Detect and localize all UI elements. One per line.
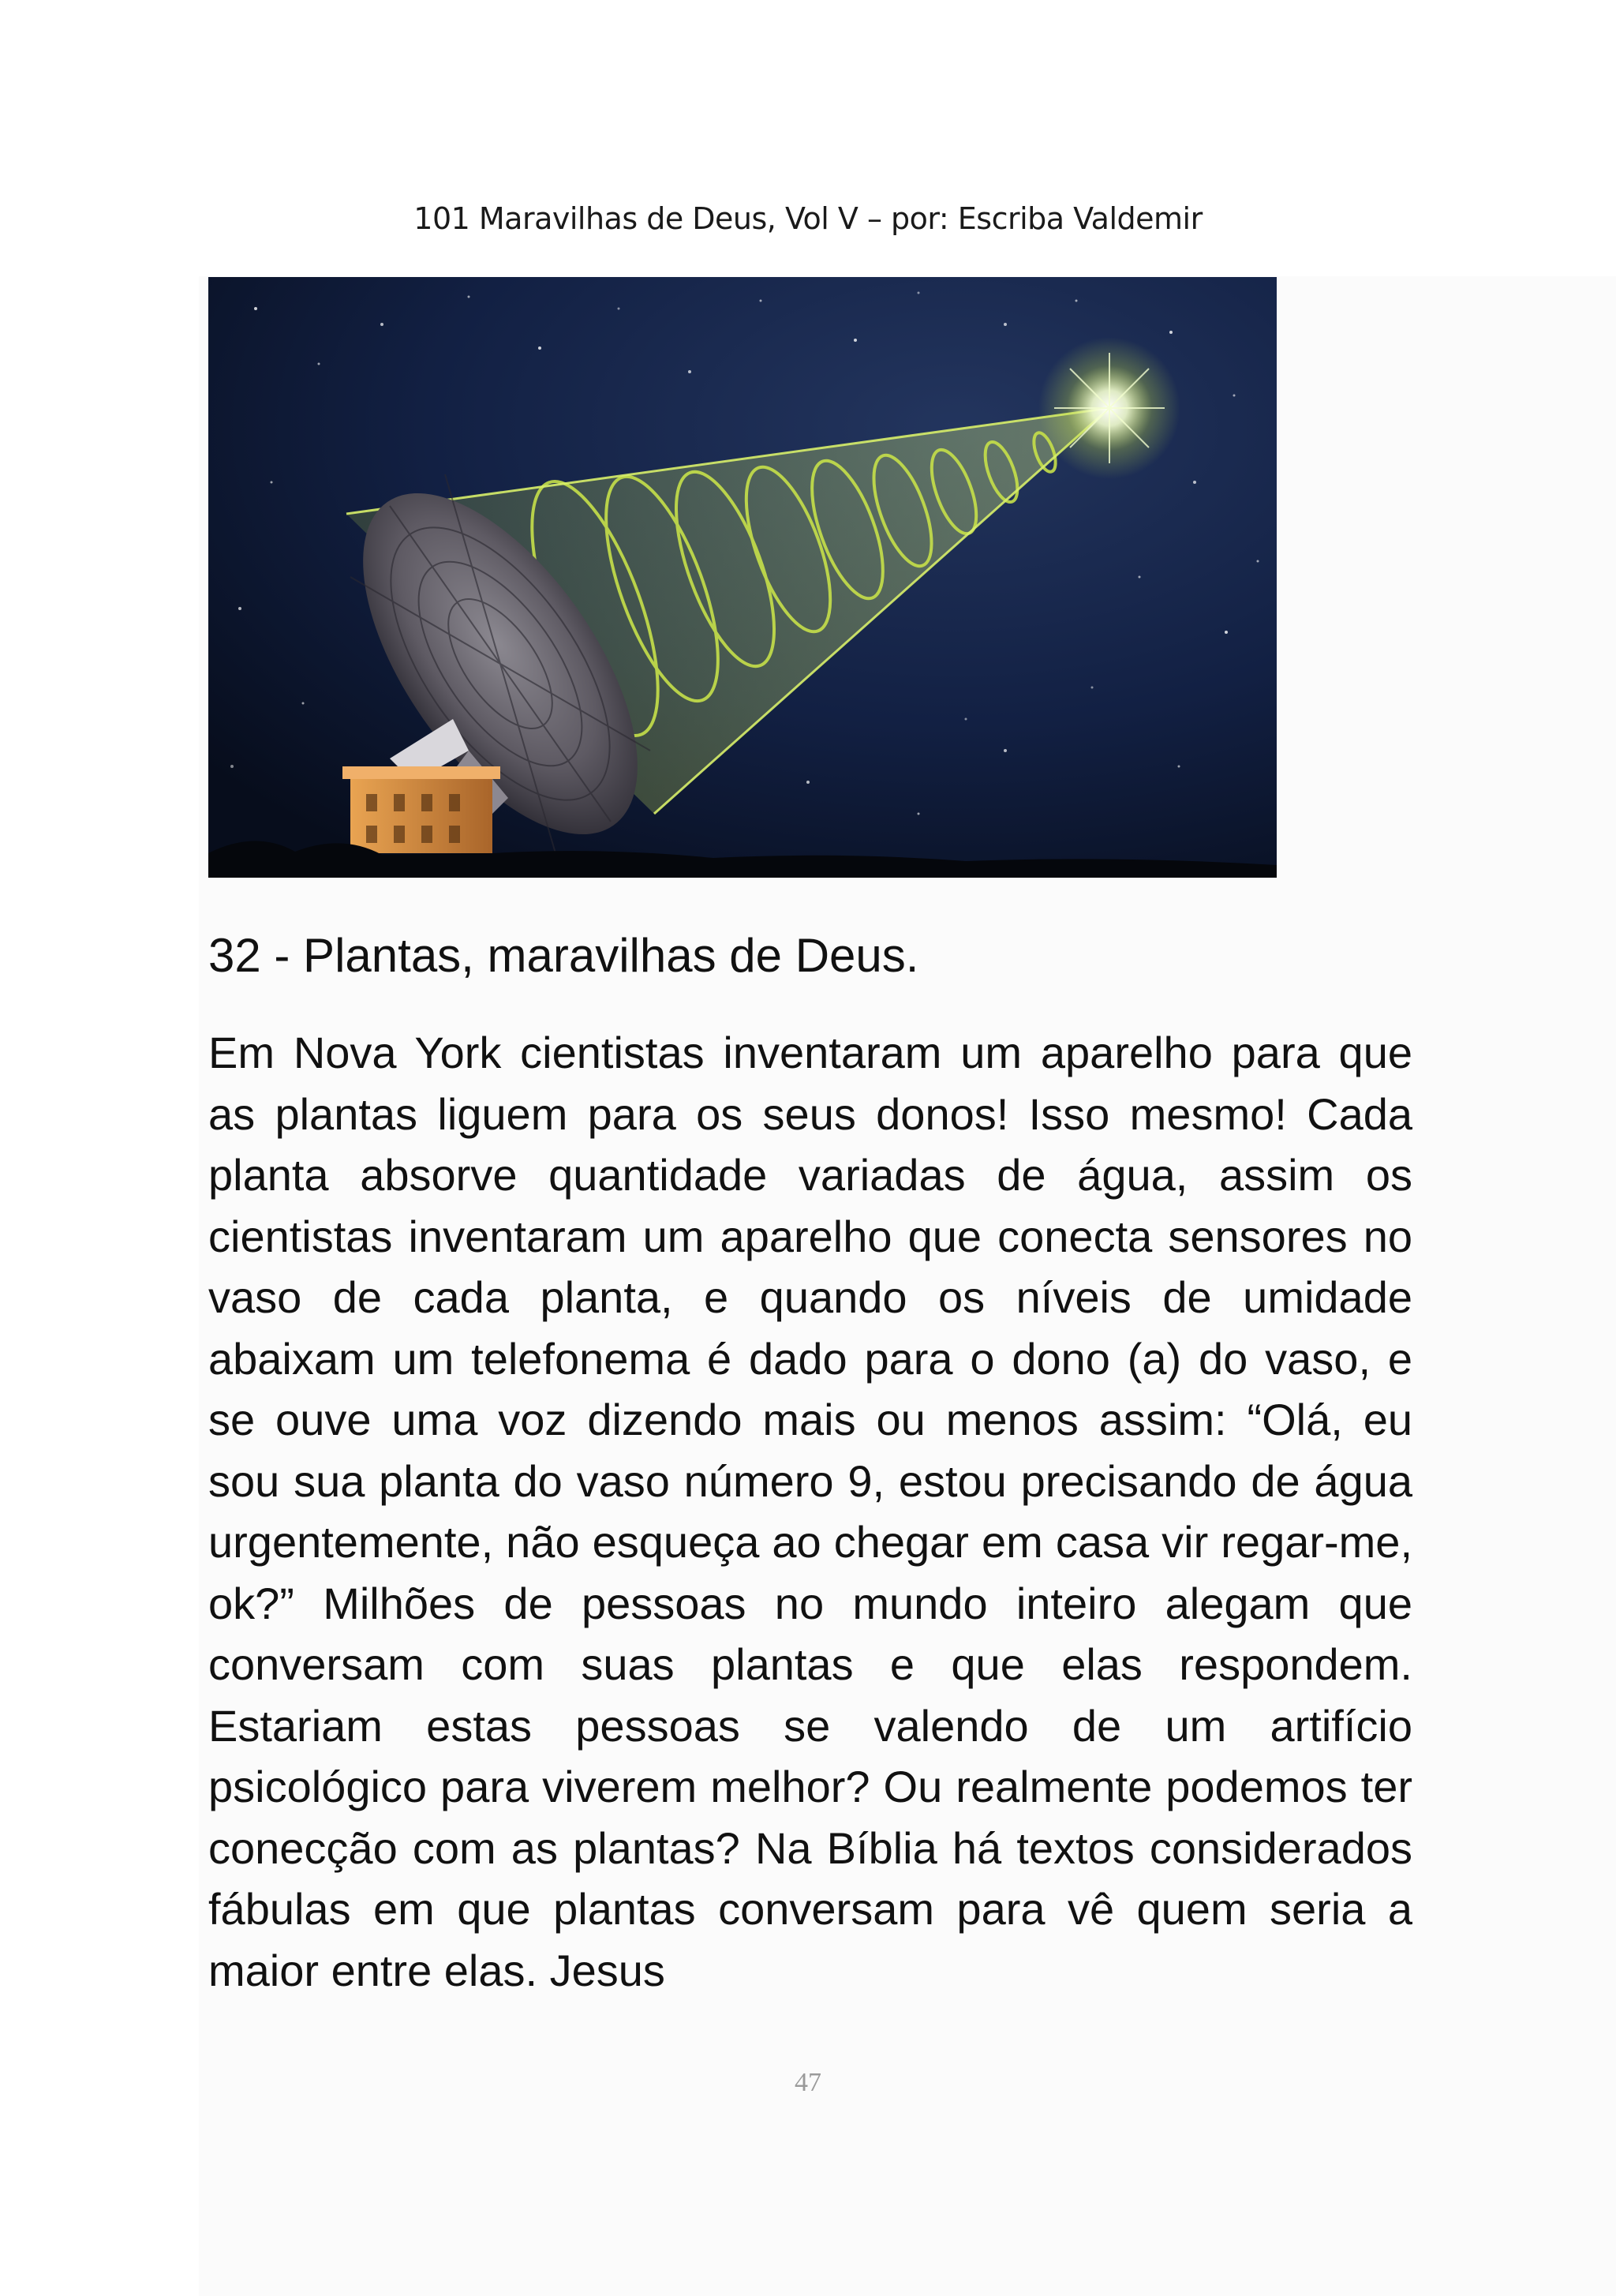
body-paragraph: Em Nova York cientistas inventaram um aparelho para que as plantas liguem para os seus donos! Isso mesmo! Cada planta absorve quantidade variadas de água, assim os cientistas inventaram um aparelho que conecta sensores no vaso de cada planta, e quando os níveis de umidade abaixam um telefonema é dado para o dono (a) do vaso, e se ouve uma voz dizendo mais ou menos assim: “Olá, eu sou sua planta do vaso número 9, estou precisando de água urgentemente, não esqueça ao chegar em casa vir regar-me, ok?” Milhões de pessoas no mundo inteiro alegam que conversam com suas plantas e que elas respondem. Estariam estas pessoas se valendo de um artifício psicológico para viverem melhor? Ou realmente podemos ter conecção com as plantas? Na Bíblia há textos considerados fábulas em que plantas conversam para vê quem seria a maior entre elas. Jesus <box>208 1028 1412 1995</box>
chapter-title: 32 - Plantas, maravilhas de Deus. <box>208 929 919 982</box>
radio-telescope-image <box>208 277 1277 878</box>
telescope-building <box>342 766 500 853</box>
running-header: 101 Maravilhas de Deus, Vol V – por: Escriba Valdemir <box>413 201 1203 236</box>
page-number: 47 <box>795 2068 821 2097</box>
